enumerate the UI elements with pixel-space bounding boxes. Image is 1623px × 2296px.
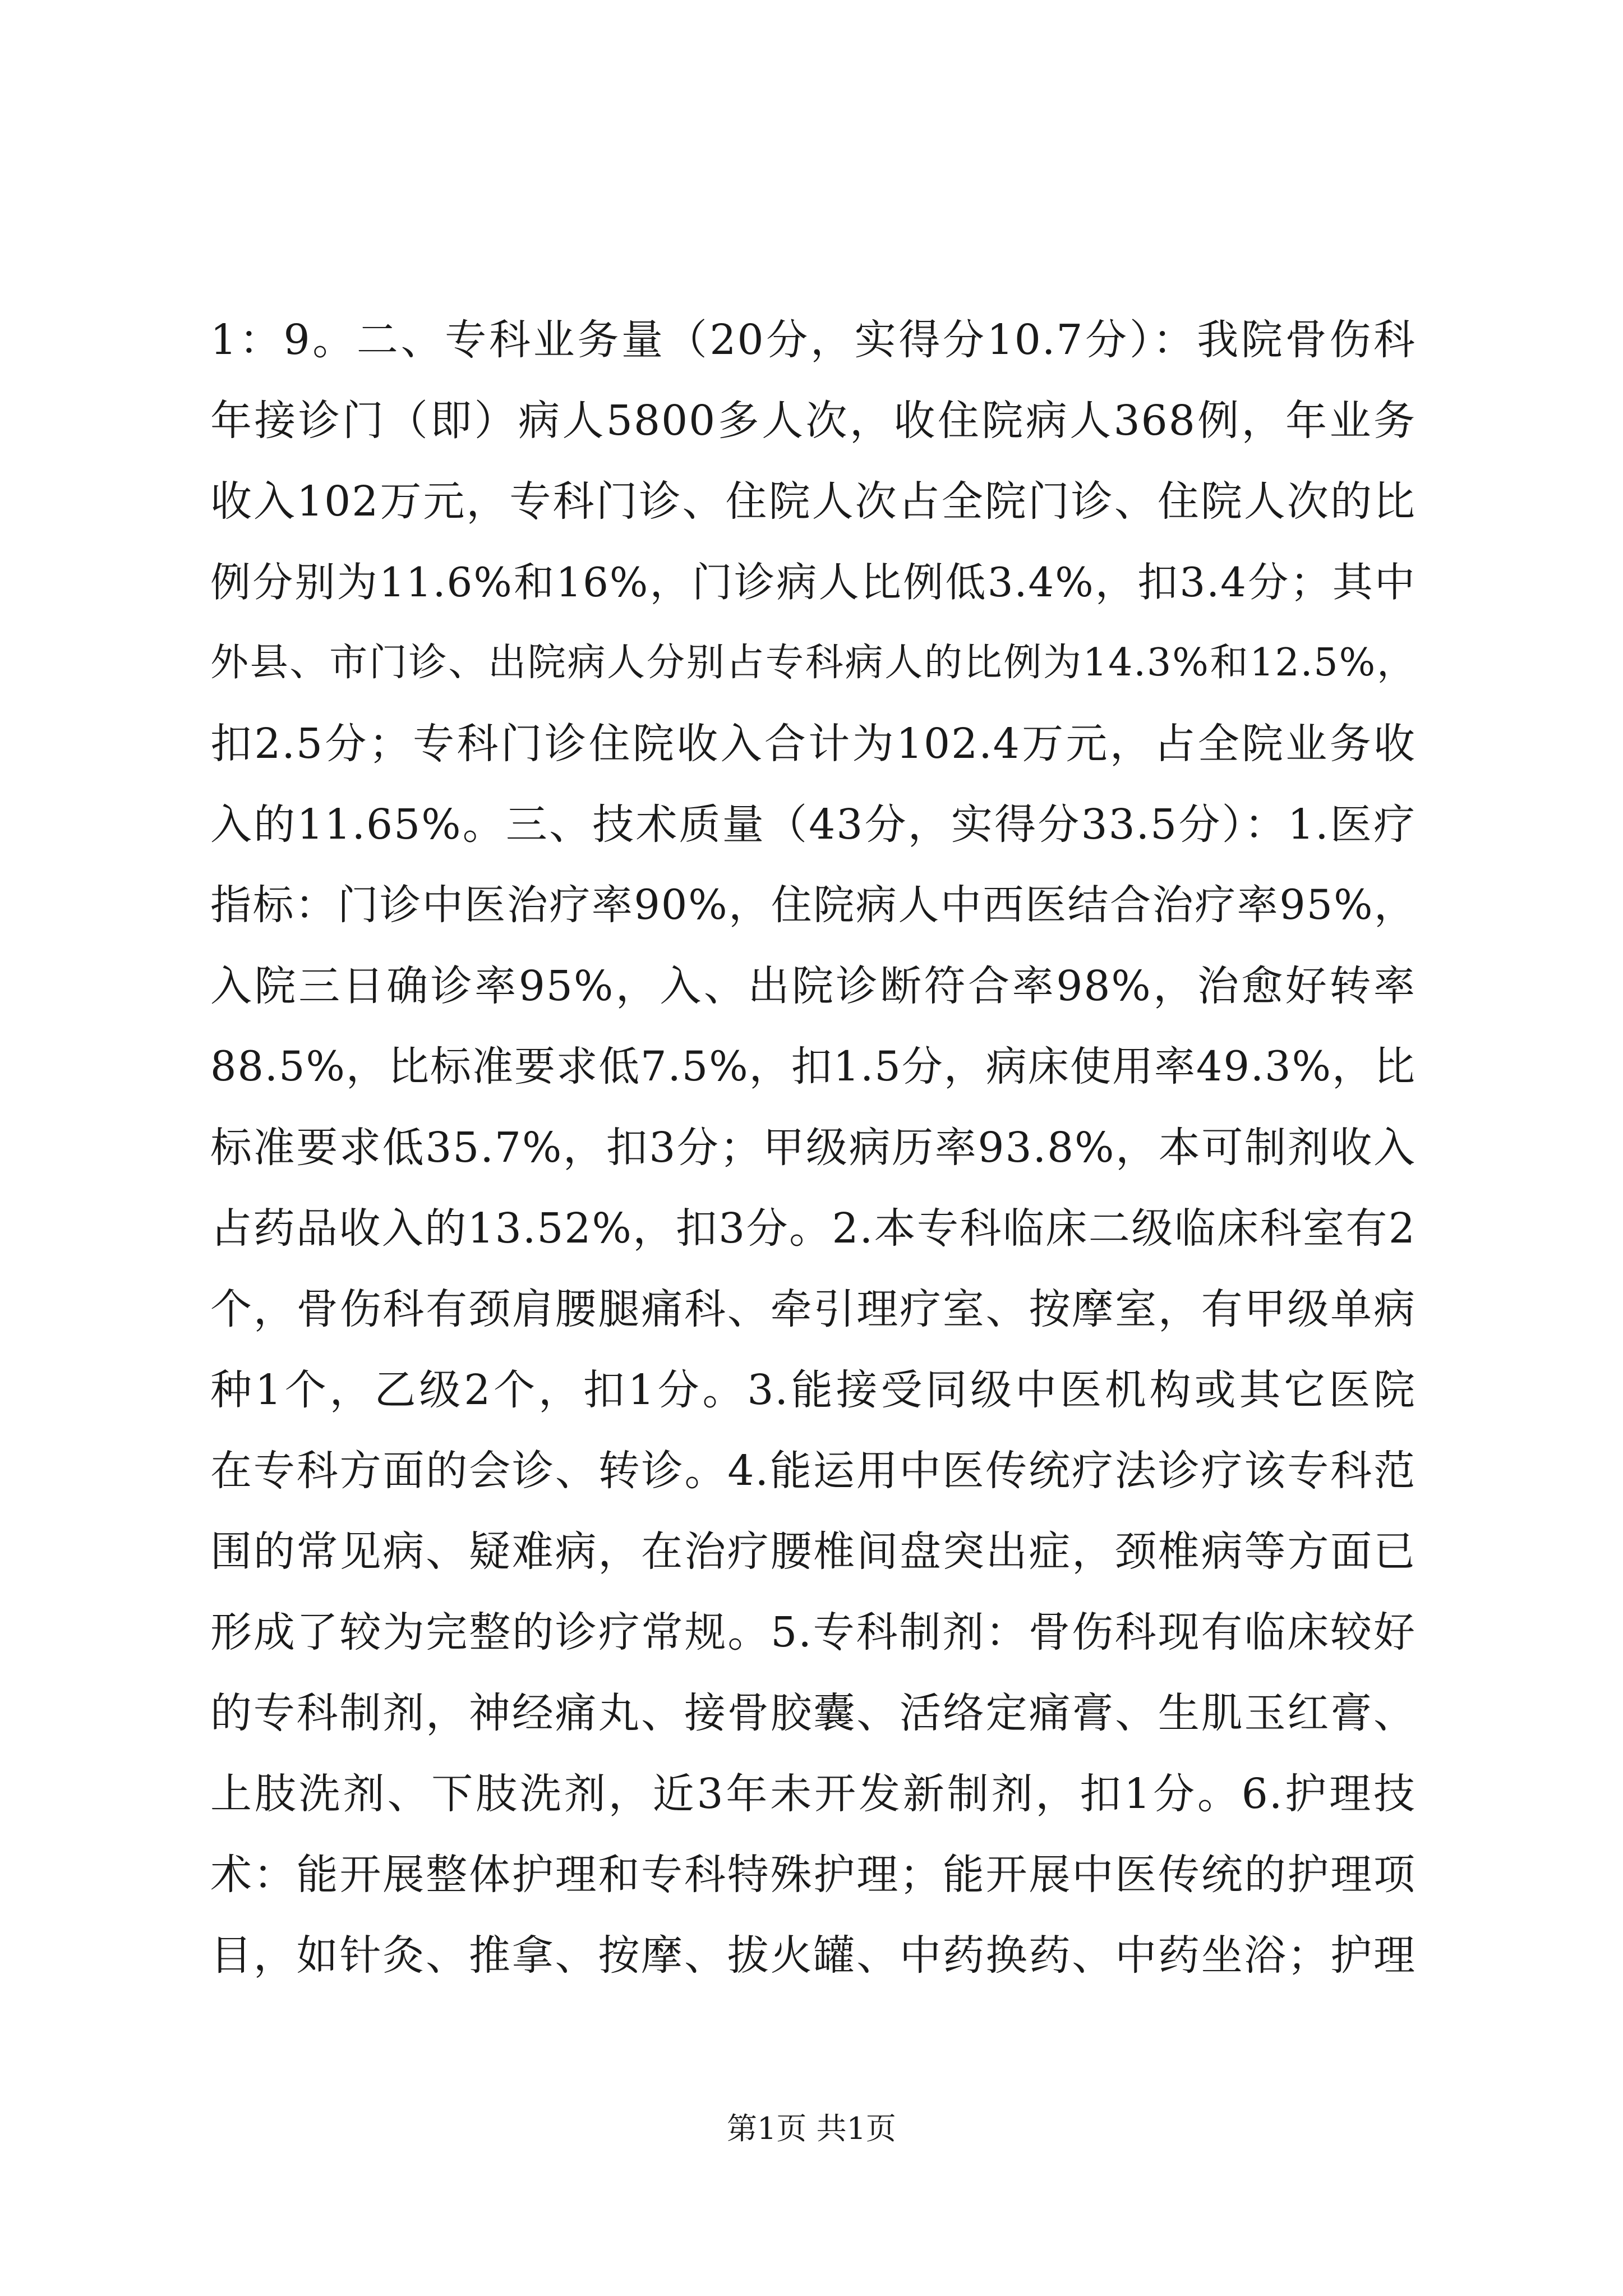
page-footer <box>0 2106 1623 2151</box>
text-line-11: 标准要求低35.7%，扣3分；甲级病历率93.8%，本可制剂收入 <box>210 1124 1416 1172</box>
text-line-2: 年接诊门（即）病人5800多人次，收住院病人368例，年业务 <box>210 397 1416 445</box>
text-line-1: 1：9。二、专科业务量（20分，实得分10.7分）：我院骨伤科 <box>210 316 1416 364</box>
text-line-21: 目，如针灸、推拿、按摩、拔火罐、中药换药、中药坐浴；护理 <box>210 1931 1416 1980</box>
text-line-15: 在专科方面的会诊、转诊。4.能运用中医传统疗法诊疗该专科范 <box>210 1447 1416 1495</box>
body-text <box>210 300 1416 1996</box>
text-line-17: 形成了较为完整的诊疗常规。5.专科制剂：骨伤科现有临床较好 <box>210 1608 1416 1657</box>
text-line-10: 88.5%，比标准要求低7.5%，扣1.5分，病床使用率49.3%，比 <box>210 1043 1416 1091</box>
text-line-16: 围的常见病、疑难病，在治疗腰椎间盘突出症，颈椎病等方面已 <box>210 1527 1416 1576</box>
text-line-6: 扣2.5分；专科门诊住院收入合计为102.4万元，占全院业务收 <box>210 720 1416 768</box>
text-line-12: 占药品收入的13.52%，扣3分。2.本专科临床二级临床科室有2 <box>210 1204 1416 1253</box>
text-line-5: 外县、市门诊、出院病人分别占专科病人的比例为14.3%和12.5%， <box>210 641 1416 685</box>
text-line-18: 的专科制剂，神经痛丸、接骨胶囊、活络定痛膏、生肌玉红膏、 <box>210 1689 1416 1737</box>
text-line-4: 例分别为11.6%和16%，门诊病人比例低3.4%，扣3.4分；其中 <box>210 559 1416 606</box>
text-line-7: 入的11.65%。三、技术质量（43分，实得分33.5分）：1.医疗 <box>210 800 1416 849</box>
text-line-20: 术：能开展整体护理和专科特殊护理；能开展中医传统的护理项 <box>210 1851 1416 1899</box>
text-line-9: 入院三日确诊率95%，入、出院诊断符合率98%，治愈好转率 <box>210 962 1416 1010</box>
text-line-13: 个，骨伤科有颈肩腰腿痛科、牵引理疗室、按摩室，有甲级单病 <box>210 1285 1416 1333</box>
text-line-8: 指标：门诊中医治疗率90%，住院病人中西医结合治疗率95%， <box>210 881 1416 929</box>
text-line-14: 种1个，乙级2个，扣1分。3.能接受同级中医机构或其它医院 <box>210 1366 1416 1414</box>
text-line-3: 收入102万元，专科门诊、住院人次占全院门诊、住院人次的比 <box>210 477 1416 526</box>
page-number-label: 第1页 共1页 <box>727 2111 896 2146</box>
text-line-19: 上肢洗剂、下肢洗剂，近3年未开发新制剂，扣1分。6.护理技 <box>210 1770 1416 1818</box>
